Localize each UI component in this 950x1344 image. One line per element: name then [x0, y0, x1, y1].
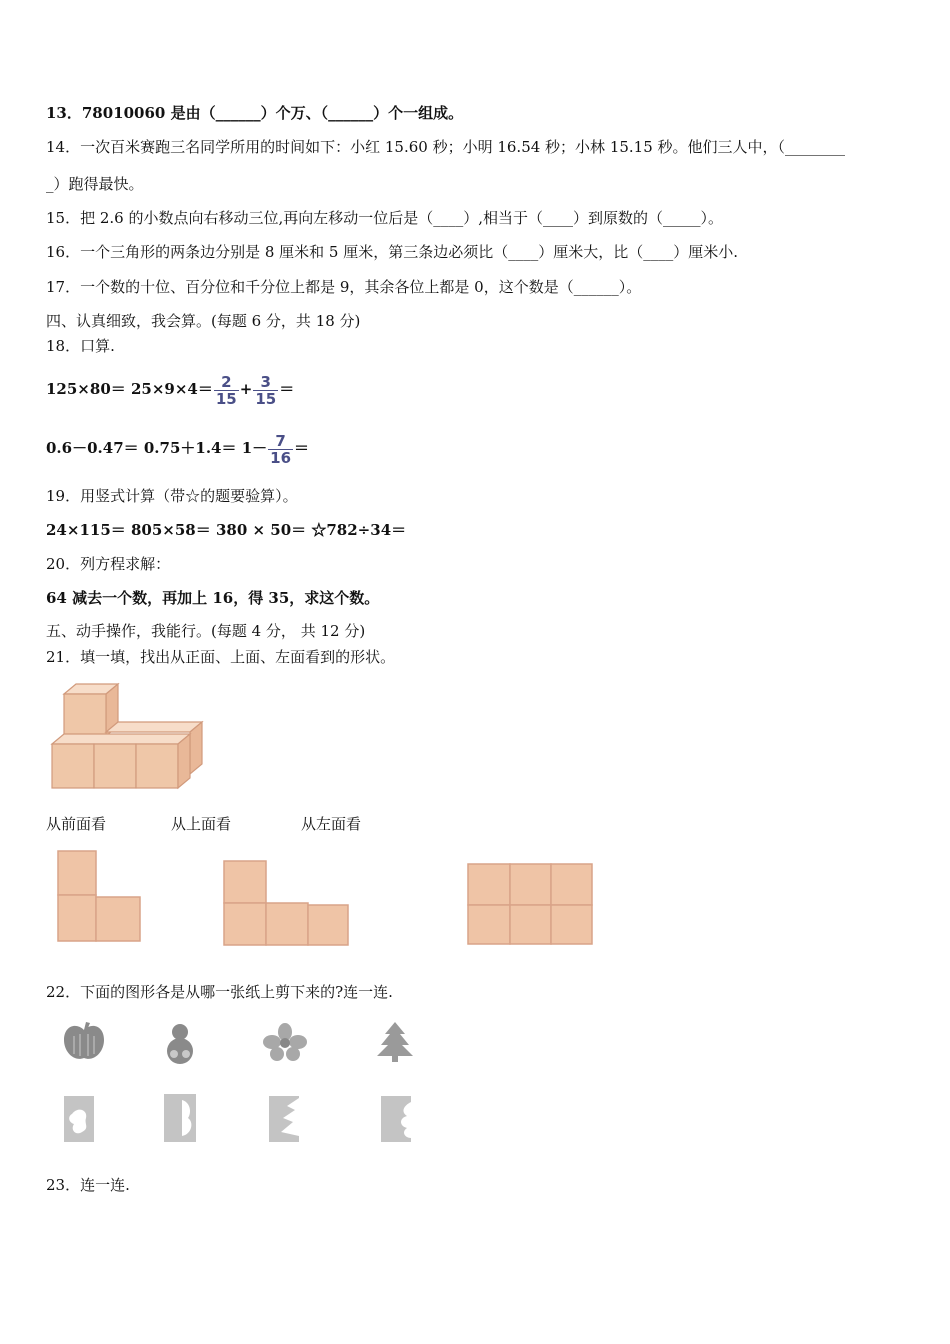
question-16: 16．一个三角形的两条边分别是 8 厘米和 5 厘米，第三条边必须比（____）厘米大，比（____）厘米小.	[46, 243, 739, 261]
question-17: 17．一个数的十位、百分位和千分位上都是 9，其余各位上都是 0，这个数是（______）。	[46, 278, 642, 296]
gourd-icon	[160, 1020, 200, 1066]
plus-sign: +	[239, 380, 253, 398]
flower-icon	[262, 1022, 308, 1062]
paper-cut-2-icon	[160, 1090, 200, 1146]
view-label-top: 从上面看	[171, 815, 232, 833]
mental-math-row-2-text: 0.6－0.47＝ 0.75＋1.4＝ 1－	[46, 439, 268, 457]
mental-math-row-2	[46, 428, 309, 468]
question-21-title: 21．填一填，找出从正面、上面、左面看到的形状。	[46, 648, 396, 666]
fraction-2-15: $\frac{2}{15}$	[215, 372, 237, 408]
cube-row-front	[52, 734, 190, 788]
question-22-title: 22．下面的图形各是从哪一张纸上剪下来的?连一连.	[46, 983, 393, 1001]
question-20-title: 20．列方程求解：	[46, 555, 171, 573]
question-19-items: 24×115＝ 805×58＝ 380 × 50＝ ☆782÷34＝	[46, 521, 407, 539]
tree-icon	[375, 1020, 415, 1064]
paper-cut-3-icon	[265, 1092, 305, 1146]
question-14-line2: _）跑得最快。	[46, 175, 144, 193]
question-13: 13．78010060 是由（______）个万、（______）个一组成。	[46, 104, 464, 122]
shape-option-2	[221, 858, 353, 948]
mental-math-row-1	[46, 369, 294, 409]
question-20-body: 64 减去一个数，再加上 16，得 35，求这个数。	[46, 589, 380, 607]
question-19-title: 19．用竖式计算（带☆的题要验算）。	[46, 487, 298, 505]
fraction-7-16: $\frac{7}{16}$	[270, 431, 292, 467]
equals-sign: ＝	[279, 380, 295, 398]
view-label-left: 从左面看	[301, 815, 362, 833]
shape-option-1	[55, 848, 145, 946]
question-14-line1: 14．一次百米赛跑三名同学所用的时间如下：小红 15.60 秒；小明 16.54 秒；小林 15.15 秒。他们三人中，（________	[46, 138, 846, 156]
cube-stack-figure	[46, 680, 216, 795]
question-23-title: 23．连一连.	[46, 1176, 130, 1194]
equals-sign: ＝	[294, 439, 310, 457]
view-label-front: 从前面看	[46, 815, 107, 833]
paper-cut-4-icon	[377, 1092, 417, 1146]
question-15: 15．把 2.6 的小数点向右移动三位,再向左移动一位后是（____）,相当于（____）到原数的（_____）。	[46, 209, 724, 227]
apple-icon	[60, 1020, 108, 1064]
question-18-title: 18．口算.	[46, 337, 115, 355]
mental-math-row-1-text: 125×80＝ 25×9×4＝	[46, 380, 213, 398]
section-5-heading: 五、动手操作，我能行。(每题 4 分， 共 12 分)	[46, 622, 366, 640]
fraction-3-15: $\frac{3}{15}$	[255, 372, 277, 408]
shape-option-3	[465, 861, 595, 947]
section-4-heading: 四、认真细致，我会算。(每题 6 分，共 18 分)	[46, 312, 361, 330]
paper-cut-1-icon	[60, 1092, 100, 1146]
